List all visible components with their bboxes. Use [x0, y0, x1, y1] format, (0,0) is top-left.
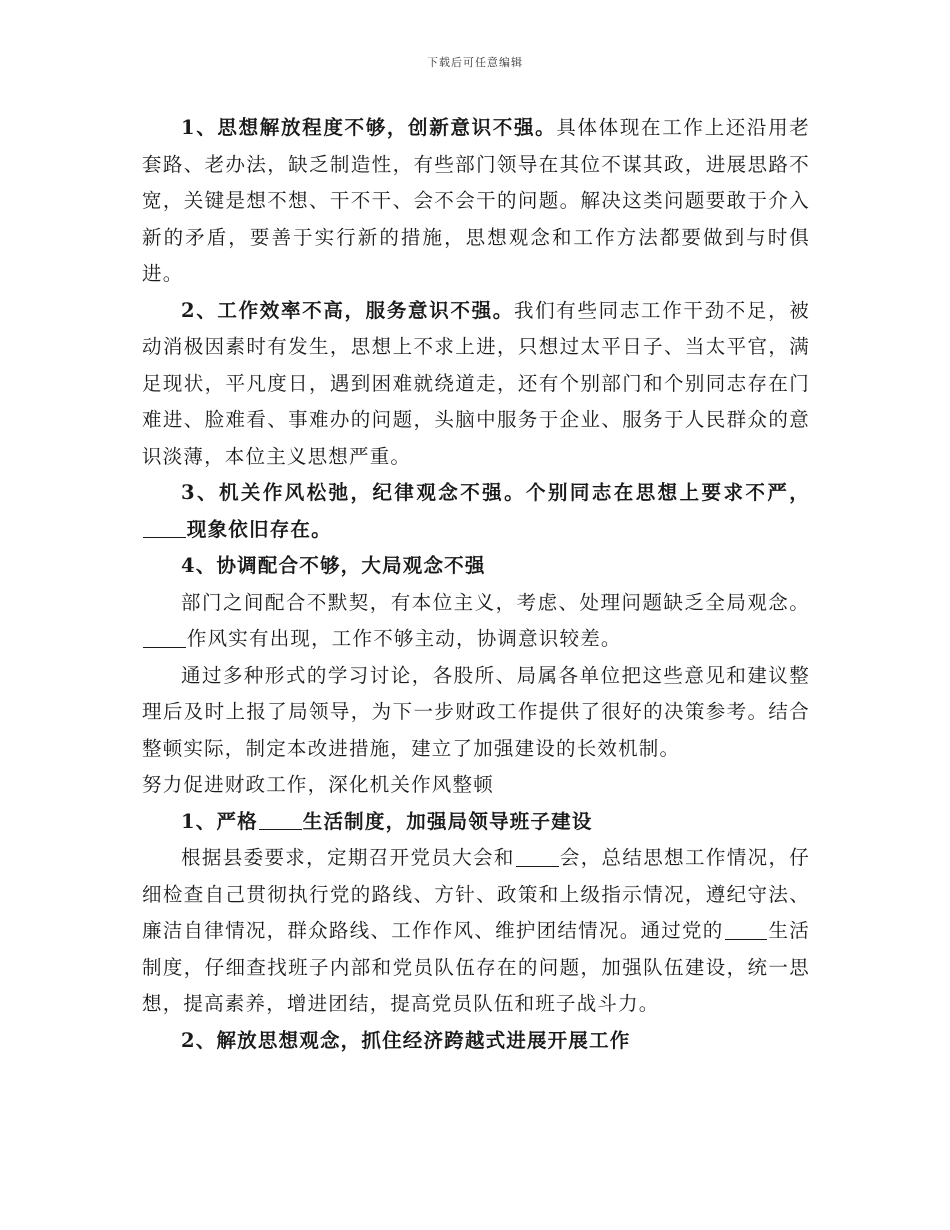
paragraph-4-heading: 4、协调配合不够，大局观念不强 — [181, 554, 486, 577]
paragraph-1-text: 具体体现在工作上还沿用老套路、老办法，缺乏制造性，有些部门领导在其位不谋其政，进展思路不宽，关键是想不想、干不干、会不会干的问题。解决这类问题要敢于介入新的矛盾，要善于实行新的措施，思想观念和工作方法都要做到与时俱进。 — [142, 116, 810, 285]
paragraph-8-heading-b: 生活制度，加强局领导班子建设 — [302, 809, 593, 833]
document-body — [142, 110, 810, 1059]
blank-underline — [516, 846, 559, 867]
paragraph-10-heading: 2、解放思想观念，抓住经济跨越式进展开展工作 — [181, 1028, 631, 1052]
paragraph-7: 努力促进财政工作，深化机关作风整顿 — [142, 773, 494, 796]
paragraph-6: 通过多种形式的学习讨论，各股所、局属各单位把这些意见和建议整理后及时上报了局领导，为下一步财政工作提供了很好的决策参考。结合整顿实际，制定本改进措施，建立了加强建设的长效机制。 — [142, 663, 810, 760]
blank-underline — [143, 627, 186, 648]
paragraph-3-heading: 3、机关作风松弛，纪律观念不强。个别同志在思想上要求不严， — [181, 481, 810, 504]
paragraph-8-heading — [142, 804, 810, 841]
paragraph-1 — [142, 110, 810, 293]
blank-underline — [143, 518, 186, 539]
paragraph-1-heading: 1、思想解放程度不够，创新意识不强。 — [181, 116, 557, 139]
blank-underline — [259, 810, 302, 831]
paragraph-2-heading: 2、工作效率不高，服务意识不强。 — [181, 298, 514, 322]
paragraph-2-text: 我们有些同志工作干劲不足，被动消极因素时有发生，思想上不求上进，只想过太平日子、当太平官，满足现状，平凡度日，遇到困难就绕道走，还有个别部门和个别同志存在门难进、脸难看、事难办的问题，头脑中服务于企业、服务于人民群众的意识淡薄，本位主义思想严重。 — [142, 298, 810, 468]
paragraph-9-text-b: 会，总结思想工作情况，仔细检查自己贯彻执行党的路线、方针、政策和上级指示情况，遵纪守法、廉洁自律情况，群众路线、工作作风、维护团结情况。通过党的 — [142, 846, 811, 942]
paragraph-5-text-a: 部门之间配合不默契，有本位主义，考虑、处理问题缺乏全局观念。 — [181, 590, 810, 614]
paragraph-3-tail: 现象依旧存在。 — [186, 517, 332, 541]
paragraph-9-text-c: 生活制度，仔细查找班子内部和党员队伍存在的问题，加强队伍建设，统一思想，提高素养，增进团结，提高党员队伍和班子战斗力。 — [142, 919, 810, 1015]
paragraph-9 — [142, 840, 810, 1023]
blank-underline — [725, 919, 768, 940]
paragraph-2 — [142, 293, 810, 476]
page-header-note: 下载后可任意编辑 — [427, 56, 523, 69]
paragraph-3 — [142, 475, 810, 548]
paragraph-8-heading-a: 1、严格 — [181, 809, 258, 833]
paragraph-9-text-a: 根据县委要求，定期召开党员大会和 — [181, 846, 515, 869]
paragraph-5 — [142, 585, 810, 658]
paragraph-5-text-b: 作风实有出现，工作不够主动，协调意识较差。 — [186, 627, 622, 650]
